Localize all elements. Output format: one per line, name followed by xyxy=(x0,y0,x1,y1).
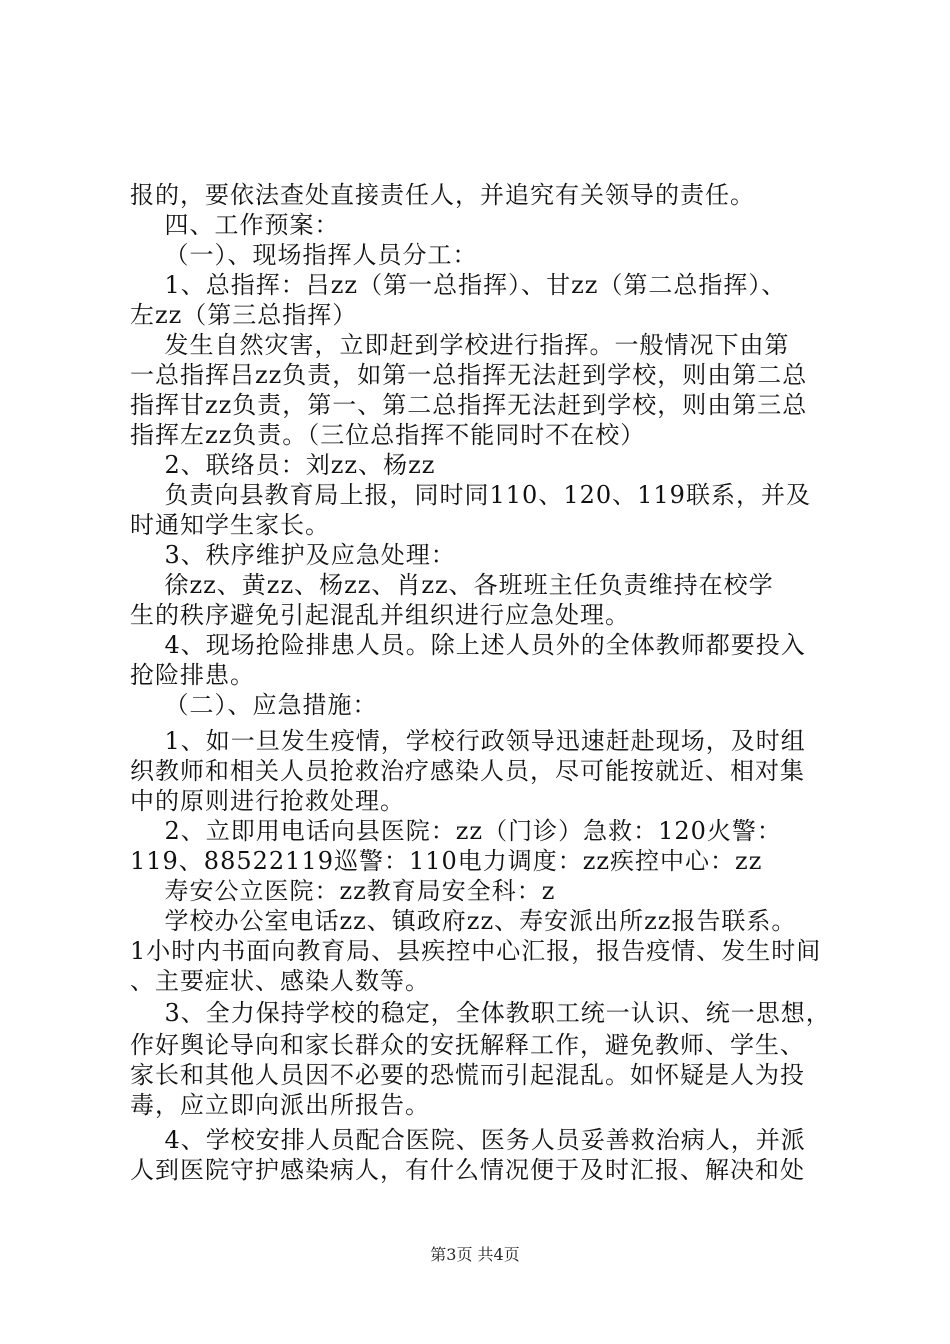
subsection-heading: （二）、应急措施： xyxy=(130,691,378,719)
text-line: 1、如一旦发生疫情，学校行政领导迅速赶赴现场，及时组 xyxy=(130,727,806,755)
text-line: 3、秩序维护及应急处理： xyxy=(130,541,456,569)
text-line: 徐zz、黄zz、杨zz、肖zz、各班班主任负责维持在校学 xyxy=(130,571,774,599)
text-line: 作好舆论导向和家长群众的安抚解释工作，避免教师、学生、 xyxy=(130,1031,805,1059)
text-line: 、主要症状、感染人数等。 xyxy=(130,967,430,995)
page-footer: 第3页 共4页 xyxy=(430,1245,520,1264)
text-line: 指挥甘zz负责，第一、第二总指挥无法赶到学校，则由第三总 xyxy=(130,391,808,419)
text-line: 119、88522119巡警：110电力调度：zz疾控中心：zz xyxy=(130,847,763,875)
text-line: 学校办公室电话zz、镇政府zz、寿安派出所zz报告联系。 xyxy=(130,907,797,935)
text-line: 2、立即用电话向县医院：zz（门诊）急救：120火警： xyxy=(130,817,782,845)
text-line: 一总指挥吕zz负责，如第一总指挥无法赶到学校，则由第二总 xyxy=(130,361,808,389)
text-line: 抢险排患。 xyxy=(130,661,255,689)
text-line: 人到医院守护感染病人，有什么情况便于及时汇报、解决和处 xyxy=(130,1156,805,1184)
text-line: 寿安公立医院：zz教育局安全科：z xyxy=(130,877,556,905)
text-line: 指挥左zz负责。（三位总指挥不能同时不在校） xyxy=(130,421,646,449)
text-line: 生的秩序避免引起混乱并组织进行应急处理。 xyxy=(130,601,630,629)
text-line: 2、联络员：刘zz、杨zz xyxy=(130,451,436,479)
text-line: 时通知学生家长。 xyxy=(130,511,330,539)
text-line: 3、全力保持学校的稳定，全体教职工统一认识、统一思想， xyxy=(130,999,831,1027)
text-line: 负责向县教育局上报，同时同110、120、119联系，并及 xyxy=(130,481,811,509)
text-line: 1小时内书面向教育局、县疾控中心汇报，报告疫情、发生时间 xyxy=(130,937,822,965)
text-line: 发生自然灾害，立即赶到学校进行指挥。一般情况下由第 xyxy=(130,331,790,359)
text-line: 中的原则进行抢救处理。 xyxy=(130,787,405,815)
text-line: 毒，应立即向派出所报告。 xyxy=(130,1091,430,1119)
subsection-heading: （一）、现场指挥人员分工： xyxy=(130,241,478,269)
section-heading: 四、工作预案： xyxy=(130,211,340,239)
text-line: 报的，要依法查处直接责任人，并追究有关领导的责任。 xyxy=(130,181,755,209)
text-line: 左zz（第三总指挥） xyxy=(130,301,358,329)
text-line: 1、总指挥：吕zz（第一总指挥）、甘zz（第二总指挥）、 xyxy=(130,271,787,299)
text-line: 家长和其他人员因不必要的恐慌而引起混乱。如怀疑是人为投 xyxy=(130,1061,805,1089)
text-line: 4、现场抢险排患人员。除上述人员外的全体教师都要投入 xyxy=(130,631,806,659)
text-line: 织教师和相关人员抢救治疗感染人员，尽可能按就近、相对集 xyxy=(130,757,805,785)
text-line: 4、学校安排人员配合医院、医务人员妥善救治病人，并派 xyxy=(130,1126,806,1154)
